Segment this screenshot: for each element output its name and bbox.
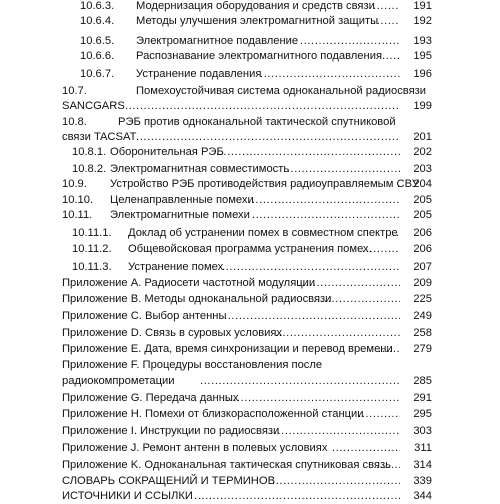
toc-leader xyxy=(248,193,400,208)
toc-title: Устранение подавления xyxy=(136,68,262,80)
toc-title: Приложение F. Процедуры восстановления после xyxy=(62,359,323,371)
toc-title: Приложение C. Выбор антенны xyxy=(62,310,227,322)
toc-page: 258 xyxy=(413,327,432,339)
toc-number: 10.8.1. xyxy=(72,146,107,158)
toc-row[interactable] xyxy=(0,424,500,439)
toc-leader xyxy=(382,49,400,64)
toc-leader xyxy=(358,407,400,422)
toc-row[interactable] xyxy=(0,67,500,82)
toc-page: 203 xyxy=(413,163,432,175)
toc-leader xyxy=(283,162,400,177)
toc-page: 311 xyxy=(414,442,432,454)
toc-title: РЭБ против одноканальной тактической спутниковой xyxy=(118,116,396,128)
toc-leader xyxy=(332,441,400,456)
toc-leader xyxy=(313,292,400,307)
toc-title: Электромагнитные помехи xyxy=(110,209,250,221)
toc-title: Приложение I. Инструкции по радиосвязи xyxy=(62,425,280,437)
toc-leader xyxy=(125,99,400,114)
toc-number: 10.8.2. xyxy=(72,163,107,175)
toc-row[interactable] xyxy=(0,162,500,177)
toc-number: 10.11.3. xyxy=(72,261,112,273)
toc-page: 206 xyxy=(413,243,432,255)
toc-title: Приложение D. Связь в суровых условиях xyxy=(62,327,283,339)
toc-page: 303 xyxy=(413,425,432,437)
toc-page: 205 xyxy=(413,209,432,221)
toc-leader xyxy=(376,458,400,473)
toc-title: Электромагнитное подавление xyxy=(136,35,299,47)
toc-leader xyxy=(222,391,400,406)
toc-page: 291 xyxy=(413,392,432,404)
toc-page: 249 xyxy=(413,310,432,322)
toc-page: 204 xyxy=(413,178,432,190)
toc-title: Приложение J. Ремонт антенн в полевых условиях xyxy=(62,442,328,454)
toc-number: 10.9. xyxy=(62,178,87,190)
toc-title: Приложение G. Передача данных xyxy=(62,392,239,404)
toc-leader xyxy=(216,145,400,160)
toc-page: 191 xyxy=(413,0,432,12)
toc-number: 10.6.6. xyxy=(80,50,115,62)
toc-row[interactable] xyxy=(0,489,500,504)
toc-row-continuation[interactable] xyxy=(0,130,500,145)
toc-leader xyxy=(373,0,399,14)
toc-title: Модернизация оборудования и средств связи xyxy=(136,0,375,12)
toc-leader xyxy=(194,489,400,504)
toc-number: 10.11.1. xyxy=(72,227,112,239)
toc-leader xyxy=(222,260,400,275)
toc-page: 344 xyxy=(413,490,432,502)
toc-row[interactable] xyxy=(0,208,500,223)
toc-page: 225 xyxy=(413,293,432,305)
toc-row[interactable] xyxy=(0,242,500,257)
toc-leader xyxy=(392,226,400,241)
toc-leader xyxy=(200,374,400,389)
toc-page: 285 xyxy=(413,375,432,387)
toc-row[interactable] xyxy=(0,14,500,29)
toc-title: Приложение K. Одноканальная тактическая спутниковая связь xyxy=(62,459,391,471)
toc-page: 196 xyxy=(413,68,432,80)
toc-leader xyxy=(397,177,401,192)
toc-number: 10.8. xyxy=(62,116,87,128)
toc-title: Приложение A. Радиосети частотной модуляции xyxy=(62,277,316,289)
toc-title-continuation: радиокомпрометации xyxy=(62,375,175,387)
toc-title: СЛОВАРЬ СОКРАЩЕНИЙ И ТЕРМИНОВ xyxy=(62,475,276,487)
toc-row[interactable] xyxy=(0,391,500,406)
toc-row[interactable] xyxy=(0,34,500,49)
toc-title-continuation: SANCGARS xyxy=(62,100,125,112)
toc-page: 279 xyxy=(413,343,432,355)
toc-number: 10.11.2. xyxy=(72,243,112,255)
toc-row-continuation[interactable] xyxy=(0,99,500,114)
toc-page: 314 xyxy=(413,459,432,471)
toc-number: 10.6.7. xyxy=(80,68,115,80)
toc-leader xyxy=(272,474,400,489)
toc-leader xyxy=(252,208,400,223)
toc-row[interactable] xyxy=(0,326,500,341)
toc-number: 10.6.4. xyxy=(80,15,115,27)
toc-leader xyxy=(378,342,400,357)
toc-page: 201 xyxy=(413,131,432,143)
toc-row[interactable] xyxy=(0,342,500,357)
toc-row[interactable] xyxy=(0,260,500,275)
toc-leader xyxy=(260,67,400,82)
toc-row[interactable] xyxy=(0,193,500,208)
toc-leader xyxy=(136,130,400,145)
toc-page: 192 xyxy=(413,15,432,27)
toc-title: Целенаправленные помехи xyxy=(110,194,254,206)
toc-leader xyxy=(270,424,400,439)
toc-row[interactable] xyxy=(0,276,500,291)
toc-number: 10.10. xyxy=(62,194,94,206)
toc-page: 199 xyxy=(413,100,432,112)
toc-page: 195 xyxy=(413,50,432,62)
toc-row[interactable] xyxy=(0,441,500,456)
toc-page: 193 xyxy=(413,35,432,47)
toc-title: Электромагнитная совместимость xyxy=(110,163,290,175)
toc-leader xyxy=(298,276,400,291)
toc-page: 207 xyxy=(413,261,432,273)
toc-row[interactable] xyxy=(0,292,500,307)
toc-leader xyxy=(362,242,400,257)
toc-title: Приложение H. Помехи от близкорасположенной станции xyxy=(62,408,364,420)
toc-title: Распознавание электромагнитного подавления xyxy=(136,50,383,62)
toc-row[interactable] xyxy=(0,0,500,14)
toc-row[interactable] xyxy=(0,474,500,489)
toc-number: 10.7. xyxy=(62,85,87,97)
toc-row[interactable] xyxy=(0,177,500,192)
toc-row[interactable] xyxy=(0,115,500,130)
toc-title: Устранение помех xyxy=(128,261,224,273)
toc-title: Общевойсковая программа устранения помех. xyxy=(128,243,372,255)
toc-row[interactable] xyxy=(0,407,500,422)
toc-page: 202 xyxy=(413,146,432,158)
toc-row[interactable] xyxy=(0,84,500,99)
toc-leader xyxy=(275,326,400,341)
toc-page: 206 xyxy=(413,227,432,239)
toc-title: Оборонительная РЭБ xyxy=(110,146,224,158)
toc-number: 10.6.5. xyxy=(80,35,115,47)
toc-page: 339 xyxy=(413,475,432,487)
toc-row-continuation[interactable] xyxy=(0,374,500,389)
toc-page: 209 xyxy=(413,277,432,289)
toc-leader xyxy=(300,34,400,49)
toc-title: ИСТОЧНИКИ И ССЫЛКИ xyxy=(62,490,193,502)
toc-page: 295 xyxy=(413,408,432,420)
toc-leader xyxy=(373,14,399,29)
toc-row[interactable] xyxy=(0,226,500,241)
toc-row[interactable] xyxy=(0,49,500,64)
toc-title: Устройство РЭБ противодействия радиоуправляемым СВУ xyxy=(110,178,419,190)
toc-row[interactable] xyxy=(0,358,500,373)
toc-row[interactable] xyxy=(0,145,500,160)
toc-title: Доклад об устранении помех в совместном спектре xyxy=(128,227,398,239)
toc-title-continuation: связи TACSAT xyxy=(62,131,137,143)
toc-title: Методы улучшения электромагнитной защиты xyxy=(136,15,379,27)
toc-page: 205 xyxy=(413,194,432,206)
toc-row[interactable] xyxy=(0,309,500,324)
toc-leader xyxy=(224,309,400,324)
toc-number: 10.11. xyxy=(62,209,93,221)
toc-title: Приложение E. Дата, время синхронизации и перевод времени xyxy=(62,343,393,355)
toc-title: Помехоустойчивая система одноканальной радиосвязи xyxy=(136,85,427,97)
toc-title: Приложение B. Методы одноканальной радиосвязи xyxy=(62,293,332,305)
toc-row[interactable] xyxy=(0,458,500,473)
toc-number: 10.6.3. xyxy=(80,0,115,12)
